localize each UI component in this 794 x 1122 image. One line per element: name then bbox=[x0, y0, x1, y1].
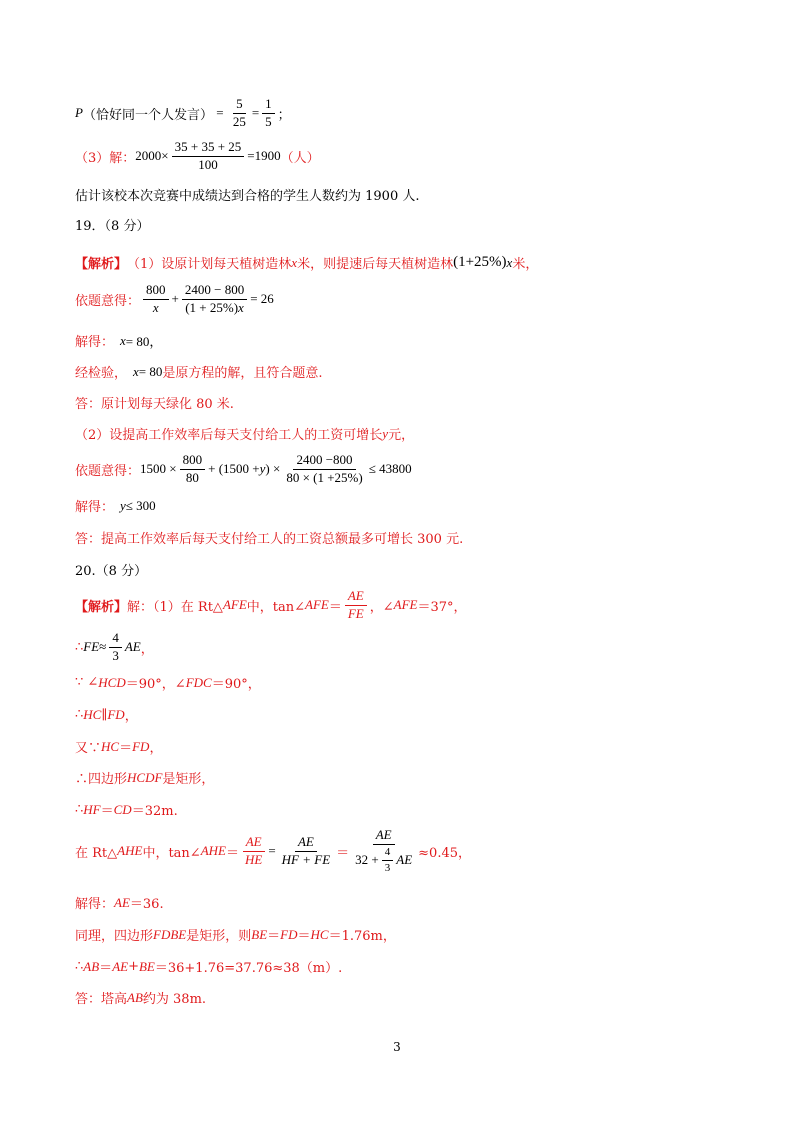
q19-check: 经检验， x = 80 是原方程的解，且符合题意. bbox=[75, 363, 323, 381]
fraction: AE 32 + $\frac{4}{3}$ AE bbox=[355, 827, 413, 874]
page-number: 3 bbox=[393, 1040, 401, 1054]
var-p: P bbox=[75, 105, 83, 121]
question-19-heading: 19．（8 分） bbox=[75, 219, 150, 234]
event-text: （恰好同一个人发言） bbox=[82, 107, 213, 123]
fraction: $\frac{AE}{FE}$ bbox=[345, 589, 367, 622]
q20-step-tan-ahe: 在 Rt△ AHE 中，tan∠ AHE ＝ $\frac{AE}{HE}$ = $\frac{AE}{HF + FE}$ ＝ AE 32 + $\frac{4}{3}$ AE ≈0.45， bbox=[75, 827, 471, 874]
fraction: $\frac{4}{3}$ bbox=[109, 631, 122, 664]
q20-answer: 答：塔高 AB 约为 38m. bbox=[75, 989, 207, 1007]
probability-line: P （恰好同一个人发言） = $\frac{5}{25}$ = $\frac{1}{5}$ ； bbox=[75, 96, 291, 129]
fraction: $\frac{800}{80}$ bbox=[180, 453, 206, 486]
fraction: $\frac{AE}{HF + FE}$ bbox=[281, 833, 331, 867]
question-20-heading: 20.（8 分） bbox=[75, 564, 148, 579]
fraction: $\frac{800}{x}$ bbox=[143, 283, 169, 316]
q19-solution: 解得： x = 80， bbox=[75, 332, 163, 350]
q20-step-ab: ∴ AB ＝ AE + BE ＝36+1.76=37.76≈38（m）. bbox=[75, 958, 343, 976]
q20-step-rectangle-fdbe: 同理，四边形 FDBE 是矩形，则 BE ＝ FD ＝ HC ＝1.76m， bbox=[75, 926, 396, 944]
q20-step-angles: ∵ ∠ HCD ＝90°，∠ FDC ＝90°， bbox=[75, 674, 261, 692]
q19-answer-1: 答：原计划每天绿化 80 米. bbox=[75, 397, 234, 412]
q20-step-equal: 又∵ HC ＝ FD ， bbox=[75, 738, 163, 756]
q19-answer-2: 答：提高工作效率后每天支付给工人的工资总额最多可增长 300 元. bbox=[75, 532, 464, 547]
q19-part2-solution: 解得： y ≤ 300 bbox=[75, 497, 156, 515]
q20-step-parallel: ∴ HC ∥ FD ， bbox=[75, 706, 138, 724]
fraction: $\frac{5}{25}$ bbox=[232, 96, 246, 129]
fraction: $\frac{AE}{HE}$ bbox=[242, 835, 265, 868]
q20-step-ae: 解得： AE ＝36. bbox=[75, 894, 164, 912]
q19-inequality: 依题意得： 1500 × $\frac{800}{80}$ + (1500 + y ) × $\frac{2400 -800}{80 \times (1 +25\%)}$ ≤ 43800 bbox=[75, 452, 412, 485]
fraction: $\frac{2400 - 800}{(1 + 25\%)x}$ bbox=[182, 283, 247, 316]
q19-equation: 依题意得： $\frac{800}{x}$ + $\frac{2400 - 800}{(1 + 25\%)x}$ = 26 bbox=[75, 282, 274, 315]
fraction: $\frac{2400 -800}{80 \times (1 +25\%)}$ bbox=[286, 452, 363, 485]
q20-step-fe: ∴ FE ≈ $\frac{4}{3}$ AE ， bbox=[75, 630, 154, 663]
q19-setup: 【解析】 （1）设原计划每天植树造林 x 米，则提速后每天植树造林 (1+25%) x 米， bbox=[75, 254, 539, 272]
estimate-conclusion: 估计该校本次竞赛中成绩达到合格的学生人数约为 1900 人. bbox=[75, 189, 420, 204]
q20-step-rectangle-hcdf: ∴四边形 HCDF 是矩形， bbox=[75, 769, 215, 787]
q20-step-hf: ∴ HF ＝ CD ＝32m. bbox=[75, 801, 178, 819]
q20-step-tan-afe: 【解析】 解：（1）在 Rt△ AFE 中，tan∠ AFE ＝ $\frac{AE}{FE}$ ，∠ AFE ＝37°， bbox=[75, 588, 467, 621]
estimate-calculation: （3）解： 2000 × $\frac{35 + 35 + 25}{100}$ =1900 （人） bbox=[75, 139, 320, 172]
fraction: $\frac{1}{5}$ bbox=[262, 97, 275, 130]
q19-part2-setup: （2）设提高工作效率后每天支付给工人的工资可增长 y 元， bbox=[75, 425, 415, 443]
fraction: $\frac{35 + 35 + 25}{100}$ bbox=[172, 140, 245, 173]
